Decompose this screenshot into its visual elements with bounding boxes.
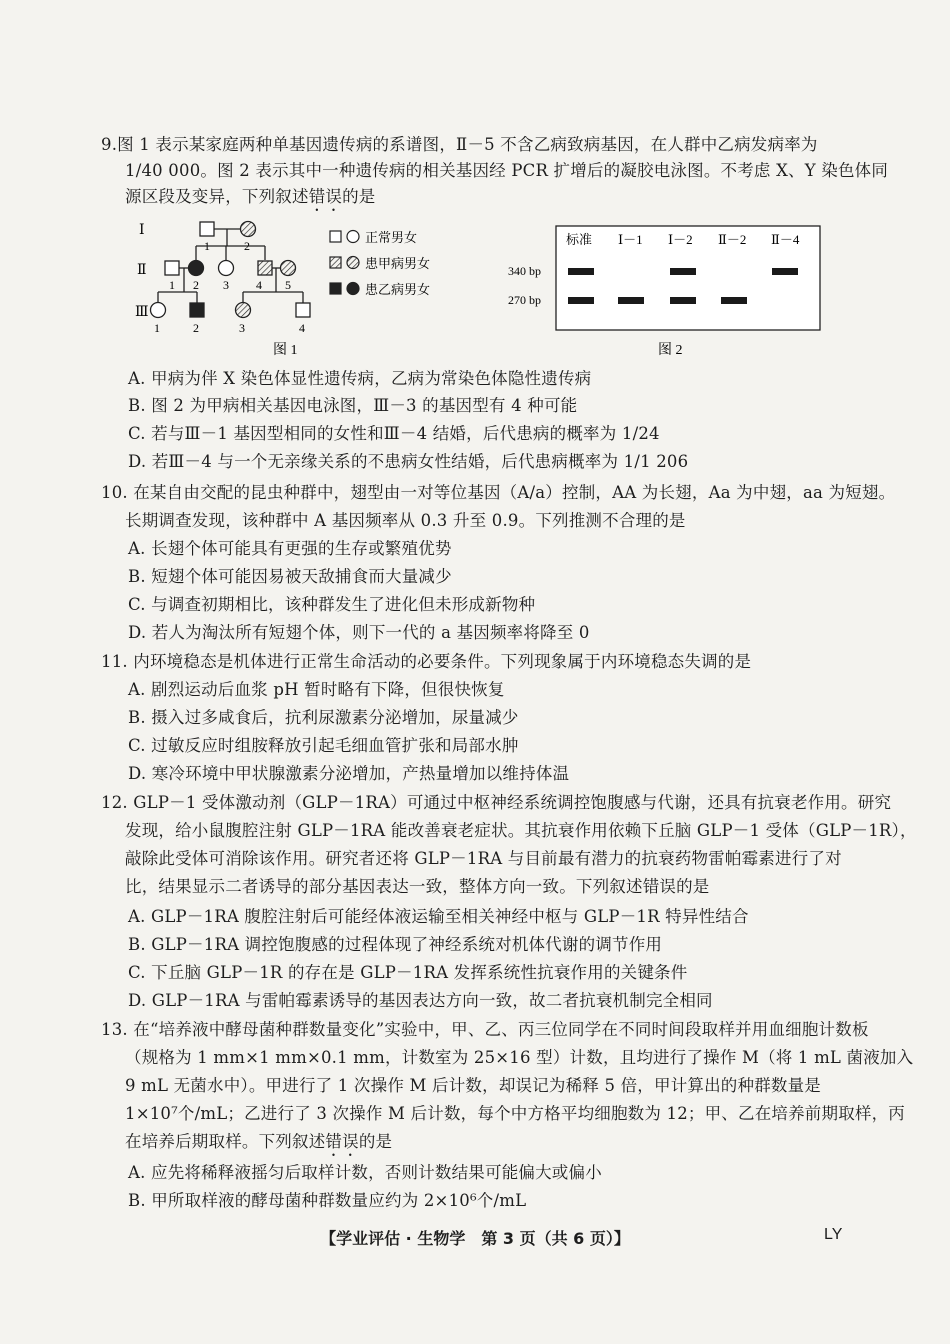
q13-line-1: 13. 在“培养液中酵母菌种群数量变化”实验中，甲、乙、丙三位同学在不同时间段取样并用血细胞计数板 [101, 1020, 869, 1039]
q12-line-3: 敲除此受体可消除该作用。研究者还将 GLP－1RA 与目前最有潜力的抗衰药物雷帕霉素进行了对 [125, 849, 842, 868]
gen2-num-1: 1 [169, 278, 175, 292]
q9-line-3-text: 源区段及变异，下列叙述 [125, 187, 309, 206]
q10-option-a: A. 长翅个体可能具有更强的生存或繁殖优势 [128, 539, 452, 558]
pedigree-figure [125, 212, 455, 360]
q9-line-2: 1/40 000。图 2 表示其中一种遗传病的相关基因经 PCR 扩增后的凝胶电泳图。不考虑 X、Y 染色体同 [125, 161, 889, 180]
III-1-female-normal [151, 303, 166, 318]
legend-disease-a-female-icon [347, 257, 359, 269]
q9-emphasis: 错误 [308, 187, 343, 206]
q10-option-b: B. 短翅个体可能因易被天敌捕食而大量减少 [128, 567, 452, 586]
q13-line-3: 9 mL 无菌水中）。甲进行了 1 次操作 M 后计数，却误记为稀释 5 倍，甲计算出的种群数量是 [125, 1076, 822, 1095]
q10-line-1: 10. 在某自由交配的昆虫种群中，翅型由一对等位基因（A/a）控制，AA 为长翅，Aa 为中翅，aa 为短翅。 [101, 483, 896, 502]
q12-option-d: D. GLP－1RA 与雷帕霉素诱导的基因表达方向一致，故二者抗衰机制完全相同 [128, 991, 713, 1010]
gen1-num-2: 2 [244, 239, 250, 253]
q12-line-2: 发现，给小鼠腹腔注射 GLP－1RA 能改善衰老症状。其抗衰作用依赖下丘脑 GLP－1 受体（GLP－1R）， [125, 821, 917, 840]
footer-code: LY [824, 1226, 843, 1243]
q10-option-c: C. 与调查初期相比，该种群发生了进化但未形成新物种 [128, 595, 536, 614]
III-4-male-normal [296, 303, 310, 317]
legend-disease-b-male-icon [330, 283, 341, 294]
gen3-num-3: 3 [239, 321, 245, 335]
II-4-male-disease-a [258, 261, 272, 275]
bp-label-340: 340 bp [508, 264, 541, 278]
q11-option-a: A. 剧烈运动后血浆 pH 暂时略有下降，但很快恢复 [128, 680, 505, 699]
gen2-num-4: 4 [256, 278, 262, 292]
gen3-num-4: 4 [299, 321, 305, 335]
page-footer: 【学业评估 · 生物学 第 3 页（共 6 页）】 [320, 1229, 630, 1248]
legend-disease-a-label: 患甲病男女 [365, 256, 431, 271]
q9-line-3 [125, 186, 845, 215]
gen-label-3: Ⅲ [135, 305, 149, 320]
q12-line-4: 比，结果显示二者诱导的部分基因表达一致，整体方向一致。下列叙述错误的是 [125, 877, 710, 896]
lane-label-I-1: Ⅰ－1 [618, 232, 643, 247]
q13-line-2: （规格为 1 mm×1 mm×0.1 mm，计数室为 25×16 型）计数，且均进行了操作 M（将 1 mL 菌液加入 [125, 1048, 914, 1067]
II-3-female-normal [219, 261, 234, 276]
q13-option-a: A. 应先将稀释液摇匀后取样计数，否则计数结果可能偏大或偏小 [128, 1163, 602, 1182]
band-II-4-340 [772, 268, 798, 275]
legend-normal-female-icon [347, 231, 359, 243]
gen3-num-2: 2 [193, 321, 199, 335]
gen1-num-1: 1 [204, 239, 210, 253]
band-I-2-270 [670, 297, 696, 304]
band-standard-340 [568, 268, 594, 275]
q9-option-b: B. 图 2 为甲病相关基因电泳图，Ⅲ－3 的基因型有 4 种可能 [128, 396, 578, 415]
legend-disease-b-label: 患乙病男女 [365, 282, 431, 297]
lane-label-standard: 标准 [566, 232, 593, 247]
II-2-female-disease-b [189, 261, 204, 276]
q11-option-b: B. 摄入过多咸食后，抗利尿激素分泌增加，尿量减少 [128, 708, 519, 727]
gen2-num-3: 3 [223, 278, 229, 292]
q13-line-5-text: 在培养后期取样。下列叙述 [125, 1132, 326, 1151]
gen-label-2: Ⅱ [137, 263, 147, 278]
q13-option-b: B. 甲所取样液的酵母菌种群数量应约为 2×10⁶个/mL [128, 1191, 527, 1210]
band-I-2-340 [670, 268, 696, 275]
q12-option-c: C. 下丘脑 GLP－1R 的存在是 GLP－1RA 发挥系统性抗衰作用的关键条件 [128, 963, 688, 982]
II-5-female-disease-a [281, 261, 296, 276]
fig1-caption: 图 1 [273, 343, 298, 358]
II-1-male-normal [165, 261, 179, 275]
I-1-male-normal [200, 222, 214, 236]
gen3-num-1: 1 [154, 321, 160, 335]
q10-option-d: D. 若人为淘汰所有短翅个体，则下一代的 a 基因频率将降至 0 [128, 623, 590, 642]
q10-line-2: 长期调查发现，该种群中 A 基因频率从 0.3 升至 0.9。下列推测不合理的是 [125, 511, 686, 530]
legend-disease-a-male-icon [330, 257, 341, 268]
q13-emphasis: 错误 [325, 1132, 359, 1151]
q9-option-d: D. 若Ⅲ－4 与一个无亲缘关系的不患病女性结婚，后代患病概率为 1/1 206 [128, 452, 689, 471]
gel-figure [508, 222, 828, 358]
q13-line-4: 1×10⁷个/mL；乙进行了 3 次操作 M 后计数，每个中方格平均细胞数为 12；甲、乙在培养前期取样，丙 [125, 1104, 906, 1123]
q13-tail: 的是 [358, 1132, 393, 1151]
q9-line-1: 9.图 1 表示某家庭两种单基因遗传病的系谱图，Ⅱ－5 不含乙病致病基因，在人群中乙病发病率为 [101, 135, 818, 154]
legend-normal-male-icon [330, 231, 341, 242]
bp-label-270: 270 bp [508, 293, 541, 307]
III-3-female-disease-a [236, 303, 251, 318]
band-standard-270 [568, 297, 594, 304]
q13-line-5 [125, 1131, 845, 1160]
I-2-female-disease-a [241, 222, 256, 237]
gen-label-1: Ⅰ [139, 223, 145, 238]
gen2-num-5: 5 [285, 278, 291, 292]
lane-label-I-2: Ⅰ－2 [668, 232, 693, 247]
band-I-1-270 [618, 297, 644, 304]
band-II-2-270 [721, 297, 747, 304]
q9-option-c: C. 若与Ⅲ－1 基因型相同的女性和Ⅲ－4 结婚，后代患病的概率为 1/24 [128, 424, 660, 443]
q12-option-b: B. GLP－1RA 调控饱腹感的过程体现了神经系统对机体代谢的调节作用 [128, 935, 663, 954]
lane-label-II-2: Ⅱ－2 [718, 232, 747, 247]
q12-line-1: 12. GLP－1 受体激动剂（GLP－1RA）可通过中枢神经系统调控饱腹感与代谢，还具有抗衰老作用。研究 [101, 793, 892, 812]
q11-line-1: 11. 内环境稳态是机体进行正常生命活动的必要条件。下列现象属于内环境稳态失调的是 [101, 652, 752, 671]
q12-option-a: A. GLP－1RA 腹腔注射后可能经体液运输至相关神经中枢与 GLP－1R 特异性结合 [128, 907, 749, 926]
legend-disease-b-female-icon [347, 283, 359, 295]
fig2-caption: 图 2 [658, 343, 683, 358]
q11-option-d: D. 寒冷环境中甲状腺激素分泌增加，产热量增加以维持体温 [128, 764, 570, 783]
q9-option-a: A. 甲病为伴 X 染色体显性遗传病，乙病为常染色体隐性遗传病 [128, 369, 592, 388]
q9-tail: 的是 [342, 187, 376, 206]
legend-normal-label: 正常男女 [365, 230, 418, 245]
gen2-num-2: 2 [193, 278, 199, 292]
lane-label-II-4: Ⅱ－4 [771, 232, 800, 247]
q11-option-c: C. 过敏反应时组胺释放引起毛细血管扩张和局部水肿 [128, 736, 519, 755]
III-2-male-disease-b [190, 303, 204, 317]
